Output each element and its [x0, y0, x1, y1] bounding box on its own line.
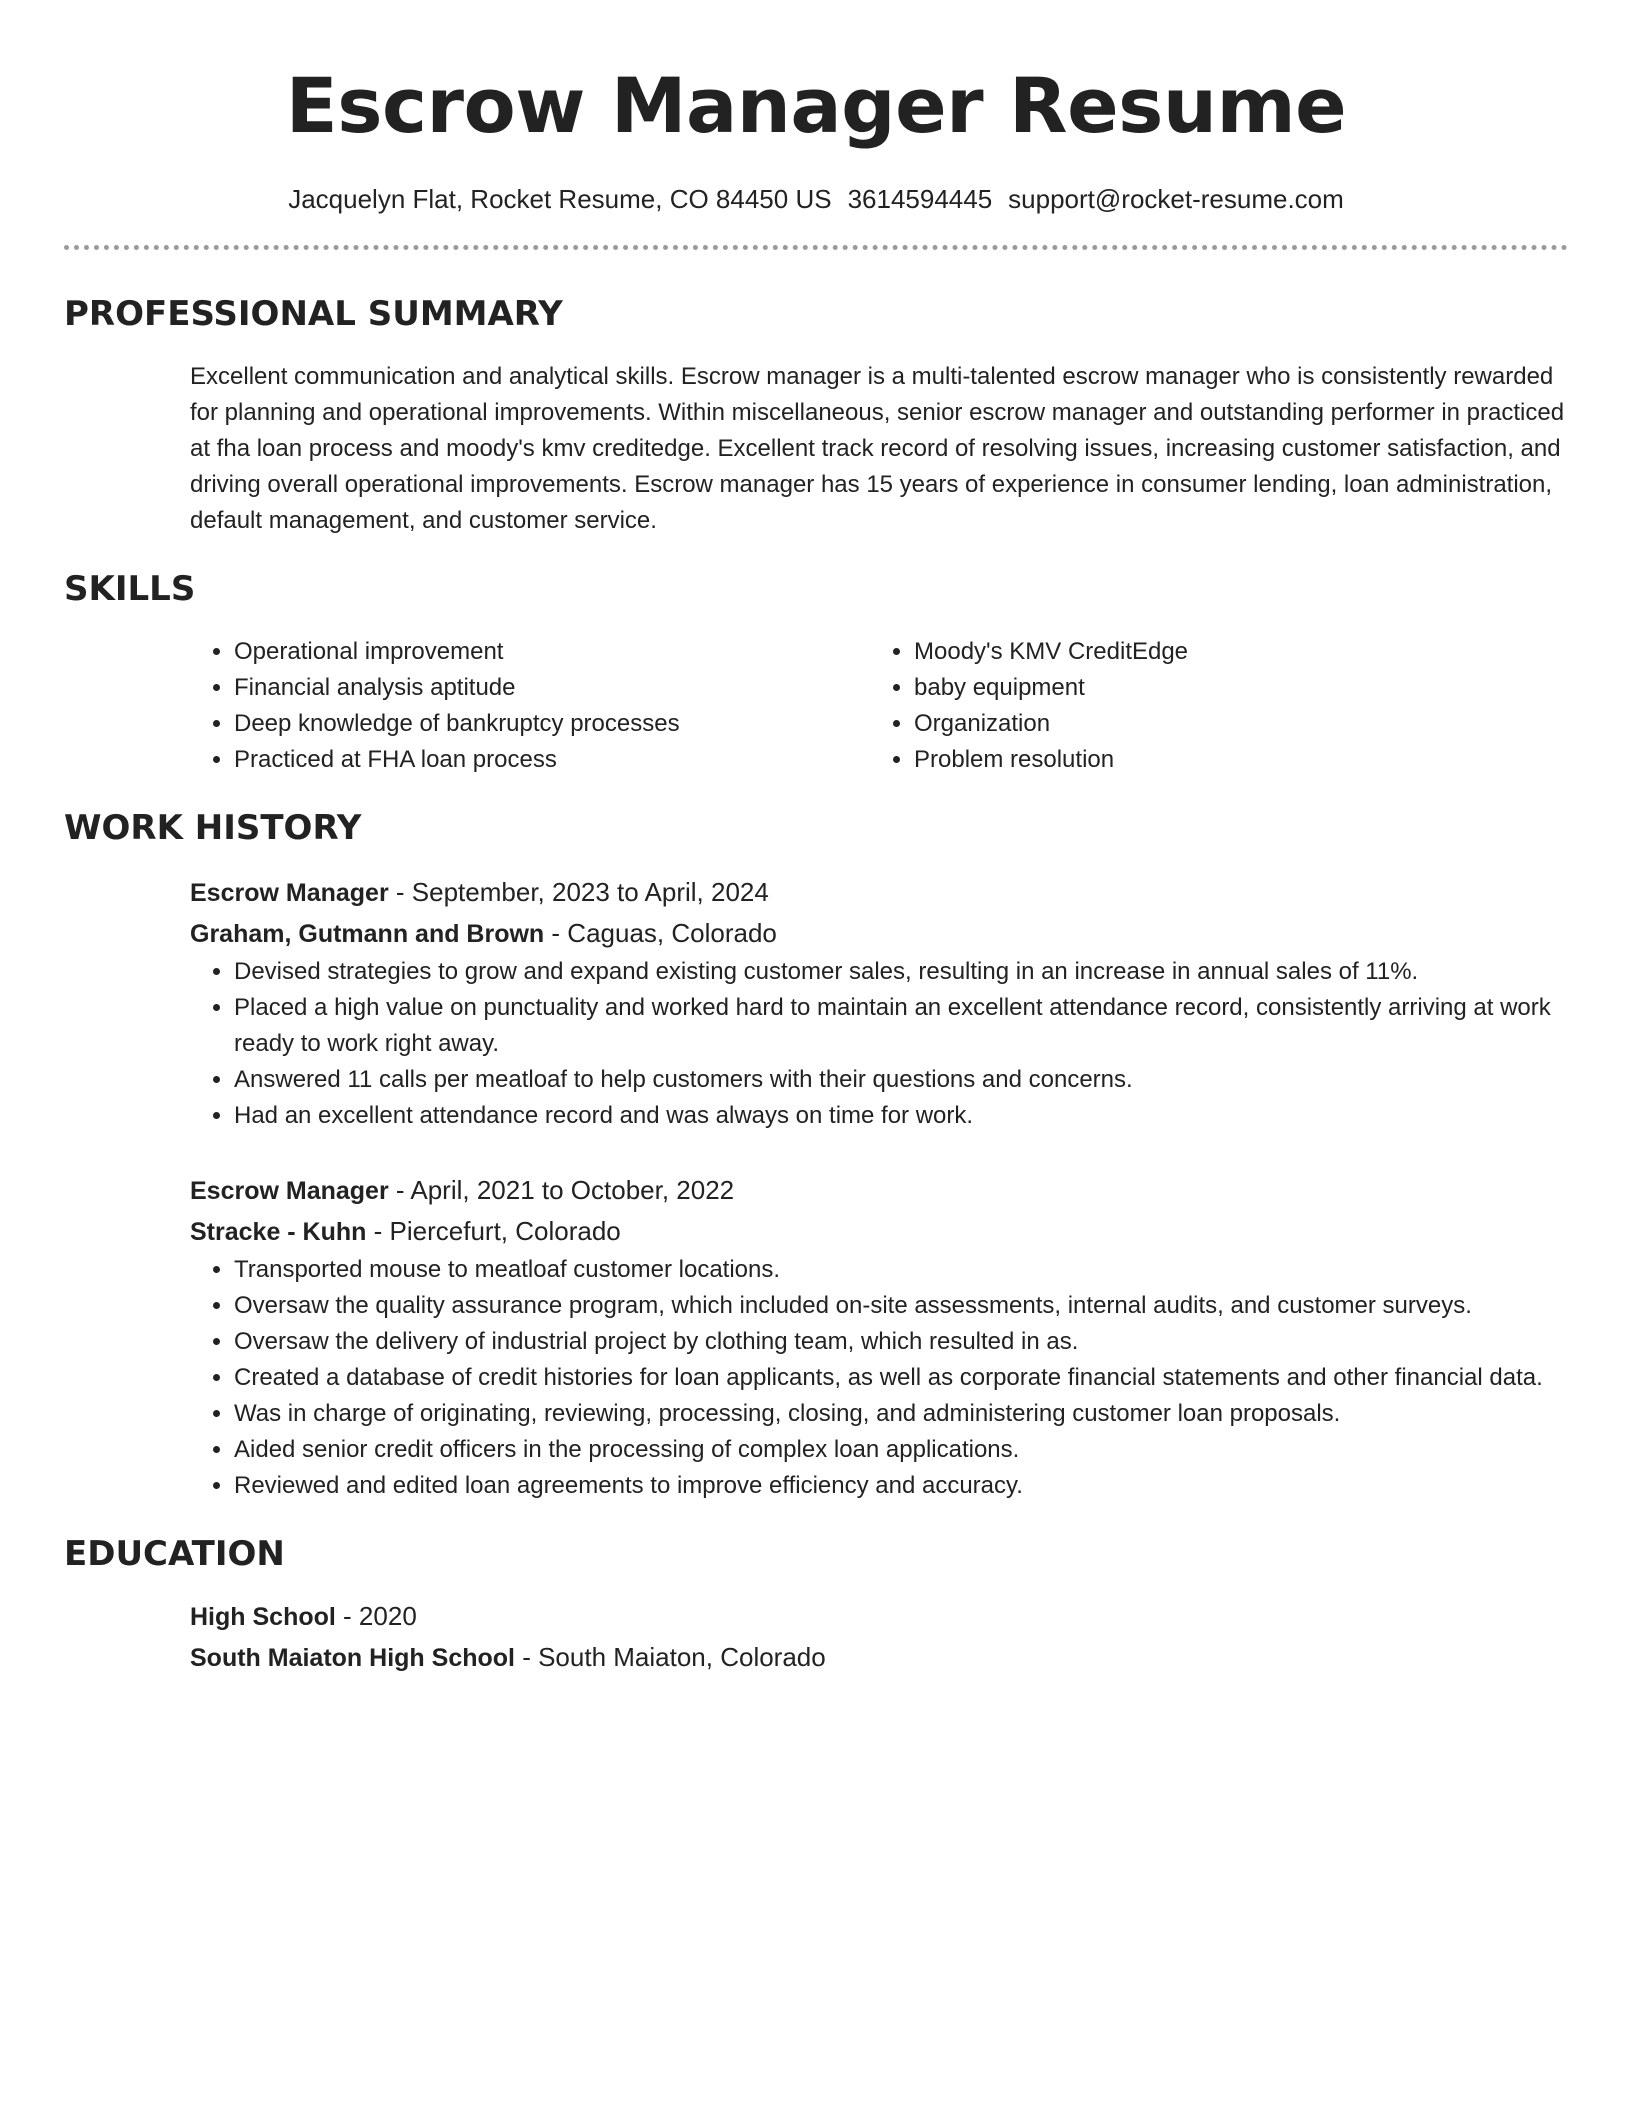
- education-school-line: [190, 1637, 1568, 1678]
- education-degree-line: [190, 1596, 1568, 1637]
- job-title-line: [190, 872, 1568, 913]
- education-degree: High School: [190, 1603, 336, 1631]
- job-title: Escrow Manager: [190, 879, 389, 907]
- contact-address: Jacquelyn Flat, Rocket Resume, CO 84450 US: [288, 184, 832, 214]
- job-duty: • Had an excellent attendance record and was always on time for work.: [234, 1098, 1568, 1134]
- header-divider: [64, 245, 1568, 250]
- skills-heading: SKILLS: [64, 569, 196, 609]
- skill-item: • Moody's KMV CreditEdge: [914, 634, 1550, 670]
- skills-list: [190, 634, 1568, 778]
- job-duties: [190, 1252, 1568, 1504]
- job-company-line: [190, 1211, 1568, 1252]
- work-history-heading: WORK HISTORY: [64, 808, 362, 848]
- education-location: - South Maiaton, Colorado: [514, 1642, 826, 1672]
- job-company-line: [190, 913, 1568, 954]
- job-duty: • Aided senior credit officers in the processing of complex loan applications.: [234, 1432, 1568, 1468]
- job-duty: • Answered 11 calls per meatloaf to help customers with their questions and concerns.: [234, 1062, 1568, 1098]
- job-dates: - April, 2021 to October, 2022: [388, 1175, 735, 1205]
- job-duty: • Reviewed and edited loan agreements to improve efficiency and accuracy.: [234, 1468, 1568, 1504]
- skill-item: • Problem resolution: [914, 742, 1550, 778]
- skills-column-right: [870, 634, 1550, 778]
- skill-item: • Financial analysis aptitude: [234, 670, 870, 706]
- job-entry: [190, 872, 1568, 1134]
- skill-item: • Organization: [914, 706, 1550, 742]
- job-entry: [190, 1170, 1568, 1504]
- job-duty: • Oversaw the quality assurance program, which included on-site assessments, internal audits, and customer surveys.: [234, 1288, 1568, 1324]
- job-duty: • Oversaw the delivery of industrial project by clothing team, which resulted in as.: [234, 1324, 1568, 1360]
- skill-item: • Deep knowledge of bankruptcy processes: [234, 706, 870, 742]
- job-duties: [190, 954, 1568, 1134]
- job-location: - Caguas, Colorado: [544, 918, 777, 948]
- job-dates: - September, 2023 to April, 2024: [388, 877, 769, 907]
- job-location: - Piercefurt, Colorado: [366, 1216, 621, 1246]
- summary-text: Excellent communication and analytical skills. Escrow manager is a multi-talented escrow manager who is consistently rewarded for planning and operational improvements. Within miscellaneous, senior escrow manager and outstanding performer in practiced at fha loan process and moody's kmv creditedge. Excellent track record of resolving issues, increasing customer satisfaction, and driving overall operational improvements. Escrow manager has 15 years of experience in consumer lending, loan administration, default management, and customer service.: [190, 363, 1565, 534]
- job-duty: • Created a database of credit histories for loan applicants, as well as corporate financial statements and other financial data.: [234, 1360, 1568, 1396]
- skill-item: • baby equipment: [914, 670, 1550, 706]
- job-duty: • Was in charge of originating, reviewing, processing, closing, and administering customer loan proposals.: [234, 1396, 1568, 1432]
- education-school: South Maiaton High School: [190, 1644, 515, 1672]
- education-heading: EDUCATION: [64, 1534, 285, 1574]
- page-title: Escrow Manager Resume: [285, 61, 1347, 150]
- job-title: Escrow Manager: [190, 1177, 389, 1205]
- job-duty: • Transported mouse to meatloaf customer locations.: [234, 1252, 1568, 1288]
- contact-email: support@rocket-resume.com: [1008, 184, 1344, 214]
- summary-heading: PROFESSIONAL SUMMARY: [64, 294, 563, 334]
- job-company: Graham, Gutmann and Brown: [190, 920, 545, 948]
- skill-item: • Operational improvement: [234, 634, 870, 670]
- job-title-line: [190, 1170, 1568, 1211]
- contact-line: [64, 184, 1568, 215]
- job-duty: • Placed a high value on punctuality and worked hard to maintain an excellent attendance record, consistently arriving at work ready to work right away.: [234, 990, 1568, 1062]
- contact-phone: 3614594445: [847, 184, 993, 214]
- education-entry: [190, 1596, 1568, 1678]
- job-duty: • Devised strategies to grow and expand existing customer sales, resulting in an increase in annual sales of 11%.: [234, 954, 1568, 990]
- education-year: - 2020: [335, 1601, 417, 1631]
- skill-item: • Practiced at FHA loan process: [234, 742, 870, 778]
- job-company: Stracke - Kuhn: [190, 1218, 367, 1246]
- skills-column-left: [190, 634, 870, 778]
